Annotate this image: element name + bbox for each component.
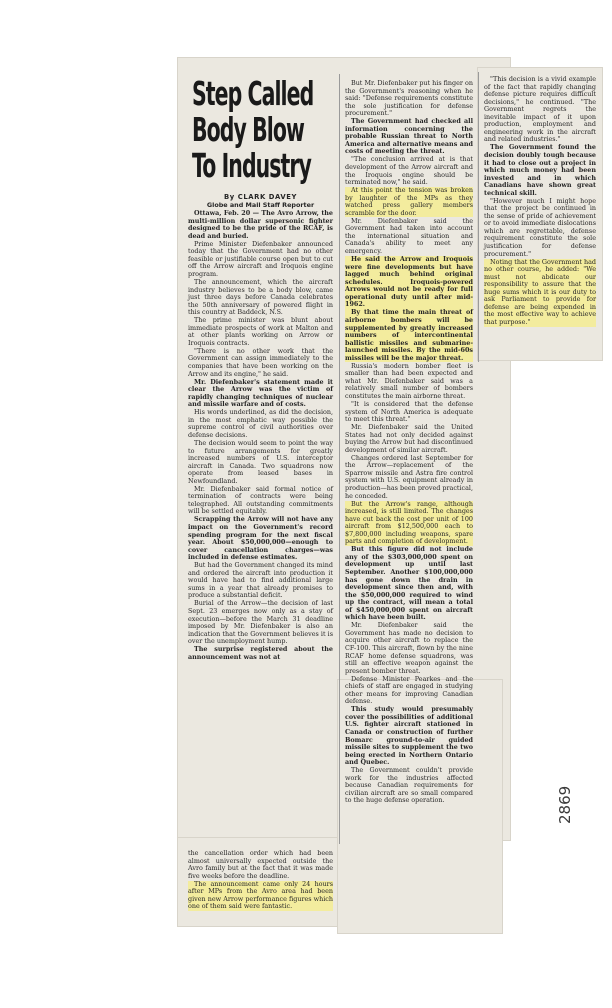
paragraph: The decision would seem to point the way to future arrangements for greatly increased numbers of U.S. interceptor aircraft in Canada. Two squadrons now operate from leased bases in Newfoundland. [188,439,333,485]
paragraph: "There is no other work that the Government can assign immediately to the companies that have been working on the Arrow and its engine," he said. [188,346,333,378]
paragraph: Russia's modern bomber fleet is smaller than had been expected and what Mr. Diefenbaker said was a relatively small number of bombers constitutes the main airborne threat. [345,361,473,400]
article-column-3 [484,76,596,327]
paragraph: The prime minister was blunt about immediate prospects of work at Malton and at other plants working on Arrow or Iroquois contracts. [188,316,333,347]
paragraph: Ottawa, Feb. 20 — The Avro Arrow, the multi-million dollar supersonic fighter designed to be the pride of the RCAF, is dead and buried. [188,209,333,240]
paragraph: But this figure did not include any of the $303,000,000 spent on development up until last September. Another $100,000,000 has gone down the drain in development since then and, with the $50,000,000 required to wind up the contract, will mean a total of $450,000,000 spent on aircraft which have been built. [345,545,473,622]
paragraph: He said the Arrow and Iroquois were fine developments but have lagged much behind original schedules. Iroquois-powered Arrows would not be ready for full operational duty until after mid-1962. [345,255,473,309]
paragraph: Prime Minister Diefenbaker announced today that the Government had no other feasible or justifiable course open but to cut off the Arrow aircraft and Iroquois engine program. [188,239,333,278]
paragraph: Noting that the Government had no other course, he added: "We must not abdicate our responsibility to assure that the huge sums which it is our duty to ask Parliament to provide for defense are being expended in the most effective way to achieve that purpose." [484,257,596,326]
paragraph: Mr. Diefenbaker's statement made it clear the Arrow was the victim of rapidly changing techniques of nuclear and missile warfare and of costs. [188,377,333,409]
paragraph: At this point the tension was broken by laughter of the MPs as they watched press gallery members scramble for the door. [345,186,473,217]
paragraph: This study would presumably cover the possibilities of additional U.S. fighter aircraft stationed in Canada or construction of further Bomarc ground-to-air guided missile sites to supplement the two being erected in Northern Ontario and Quebec. [345,705,473,767]
paragraph: The Government found the decision doubly tough because it had to close out a project in which much money had been invested and in which Canadians have shown great technical skill. [484,143,596,197]
paragraph: Scrapping the Arrow will not have any impact on the Government's record spending program for the next fiscal year. About $50,000,000—enough to cover cancellation charges—was included in defense estimates. [188,515,333,562]
archive-number: 2869 [556,785,574,824]
article-continuation [188,850,333,911]
paragraph: "It is considered that the defense system of North America is adequate to meet this threat." [345,399,473,424]
paragraph: By that time the main threat of airborne bombers will be supplemented by greatly increased numbers of intercontinental ballistic missiles and submarine-launched missiles. By the mid-60s missiles will be the major threat. [345,308,473,362]
paragraph: Mr. Diefenbaker said the Government had taken into account the international situation and Canada's ability to meet any emergency. [345,216,473,256]
paragraph: Burial of the Arrow—the decision of last Sept. 23 emerges now only as a stay of execution—before the March 31 deadline imposed by Mr. Diefenbaker is also an indication that the Government believes it is over the unemployment hump. [188,599,333,646]
paragraph: the cancellation order which had been almost universally expected outside the Avro family but at the fact that it was made five weeks before the deadline. [188,849,333,880]
paragraph: But had the Government changed its mind and ordered the aircraft into production it would have had to find additional large sums in a year that already promises to produce a substantial deficit. [188,561,333,600]
headline [192,76,332,196]
headline-line-2: Body Blow [192,110,304,149]
paragraph: Mr. Diefenbaker said the Government has made no decision to acquire other aircraft to replace the CF-100. This aircraft, flown by the nine RCAF home defense squadrons, was still an effective weapon against the present bomber threat. [345,621,473,675]
paragraph: The announcement, which the aircraft industry believes to be a body blow, came just three days before Canada celebrates the 50th anniversary of powered flight in this country at Baddeck, N.S. [188,278,333,317]
paragraph: The announcement came only 24 hours after MPs from the Avro area had been given new Arrow performance figures which one of them said were fantastic. [188,879,333,911]
paragraph: "This decision is a vivid example of the fact that rapidly changing defense picture requires difficult decisions," he continued. "The Government regrets the inevitable impact of it upon production, employment and engineering work in the aircraft and related industries." [484,75,596,144]
paragraph: Changes ordered last September for the Arrow—replacement of the Sparrow missile and Astra fire control system with U.S. equipment already in production—has been proved practical, he conceded. [345,453,473,500]
paragraph: But Mr. Diefenbaker put his finger on the Government's reasoning when he said: "Defense requirements constitute the sole justification for defense procurement." [345,79,473,118]
paragraph: The Government couldn't provide work for the industries affected because Canadian requirements for civilian aircraft are so small compared to the huge defense operation. [345,766,473,805]
paragraph: "The conclusion arrived at is that development of the Arrow aircraft and the Iroquois engine should be terminated now," he said. [345,155,473,187]
headline-line-1: Step Called [192,74,314,113]
paragraph: Mr. Diefenbaker said formal notice of termination of contracts were being telegraphed. All outstanding commitments will be settled equitably. [188,484,333,516]
byline: By CLARK DAVEY [223,193,298,201]
paragraph: The Government had checked all information concerning the probable Russian threat to North America and alternative means and costs of meeting the threat. [345,117,473,156]
paragraph: His words underlined, as did the decision, in the most emphatic way possible the supreme control of civil authorities over defense decisions. [188,408,333,439]
paragraph: The surprise registered about the announcement was not at [188,645,333,661]
paragraph: "However much I might hope that the project be continued in the sense of pride of achievement or to avoid immediate dislocations which are regrettable, defense requirement constitute the sole justification for defense procurement." [484,196,596,258]
column-rule-2 [478,72,479,362]
column-rule-1 [339,74,340,844]
paragraph: Mr. Diefenbaker said the United States had not only decided against buying the Arrow but had discontinued development of similar aircraft. [345,423,473,454]
paragraph: Defense Minister Pearkes and the chiefs of staff are engaged in studying other means for improving Canadian defense. [345,674,473,706]
paragraph: But the Arrow's range, although increased, is still limited. The changes have cut back the cost per unit of 100 aircraft from $12,500,000 each to $7,800,000 including weapons, spare parts and completion of development. [345,499,473,546]
article-column-2 [345,80,473,805]
article-column-1 [188,194,333,662]
reporter-credit: Globe and Mail Staff Reporter [206,200,315,209]
headline-line-3: To Industry [192,146,311,185]
